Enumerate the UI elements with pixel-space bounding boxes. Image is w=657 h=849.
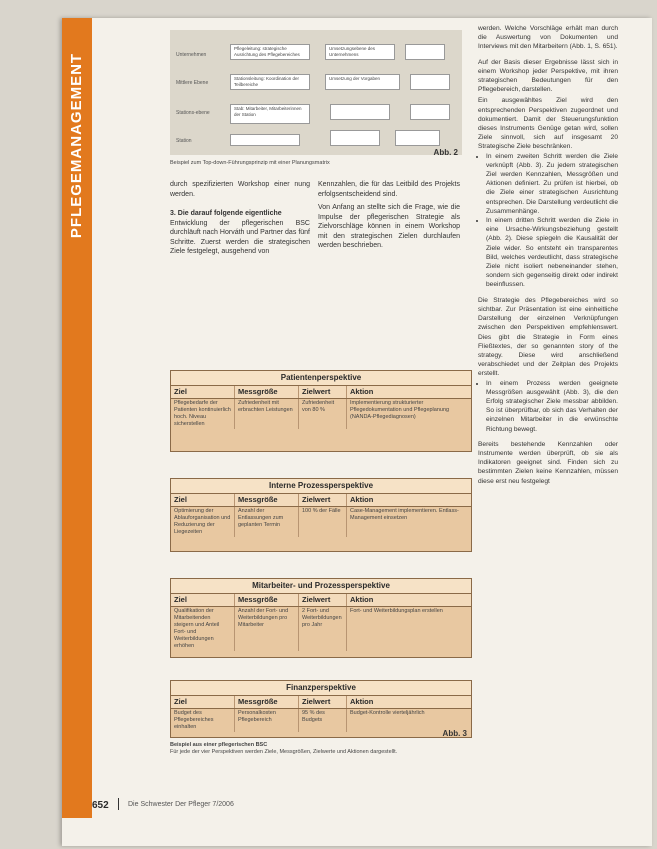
figure-box: Umsetzungsebene des Unternehmens: [325, 44, 395, 60]
paragraph: Kennzahlen, die für das Leitbild des Projekts erfolgsentscheidend sind.: [318, 181, 460, 198]
table-title: Finanzperspektive: [171, 681, 471, 696]
perspective-table: [170, 478, 472, 552]
row-label: Mittlere Ebene: [176, 80, 209, 86]
table-cell: Anzahl der Entlassungen zum geplanten Termin: [235, 507, 299, 537]
figure-box: [395, 130, 440, 146]
text-column-right: [478, 24, 618, 486]
figure-label: Abb. 2: [433, 148, 458, 157]
column-header: Zielwert: [299, 594, 347, 606]
row-label: Unternehmen: [176, 52, 207, 58]
figure-box: [410, 74, 450, 90]
table-caption: [170, 742, 470, 756]
table-cell: Optimierung der Ablauforganisation und Reduzierung der Liegezeiten: [171, 507, 235, 537]
table-cell: 95 % des Budgets: [299, 709, 347, 732]
footer-divider: [118, 798, 119, 810]
column-header: Ziel: [171, 696, 235, 708]
column-header: Zielwert: [299, 696, 347, 708]
section-label: PFLEGEMANAGEMENT: [68, 52, 86, 238]
perspective-table: [170, 680, 472, 738]
paragraph: Von Anfang an stellte sich die Frage, wie die Impulse der pflegerischen Strategie als Zielvorschläge können in einem Workshop mit den strategischen Zielen durchlaufen werden beschrieben.: [318, 204, 460, 249]
paragraph: Die Strategie des Pflegebereiches wird so sichtbar. Zur Präsentation ist eine einheitliche Darstellung der einzelnen Verknüpfungen zwischen den Perspektiven empfehlenswert. Dies gibt die Strategie in Form eines Fließtextes, der so genannten story of the strategy. Diese wird anschließend verabschiedet und der Zeitplan des Projekts erstellt.: [478, 296, 618, 378]
row-label: Station: [176, 138, 192, 144]
paragraph: Bereits bestehende Kennzahlen oder Instrumente werden überprüft, ob sie als Indikatoren geeignet sind. Finden sich zu bestimmten Zielen keine Kennzahlen, müssen diese erst neu festgelegt: [478, 440, 618, 485]
table-cell: Implementierung strukturierter Pflegedokumentation und Pflegeplanung (NANDA-Pflegediagnosen): [350, 400, 450, 420]
table-cell: Fort- und Weiterbildungsplan erstellen: [350, 608, 443, 614]
figure-box: [410, 104, 450, 120]
text-column-left: [170, 180, 310, 257]
table-cell: Qualifikation der Mitarbeitenden steigern und Anteil Fort- und Weiterbildungen erhöhen: [171, 607, 235, 651]
figure-box: [405, 44, 445, 60]
table-title: Mitarbeiter- und Prozessperspektive: [171, 579, 471, 594]
figure-2: [170, 30, 462, 155]
bullet-item: • In einem dritten Schritt werden die Ziele in eine Ursache-Wirkungsbeziehung gestellt (Abb. 2). Diese spiegeln die Kausalität der Ziele wider. So entsteht ein transparentes Bild, welches verdeutlicht, dass strategische Ziele nicht isoliert nebeneinander stehen, sondern sich gegenseitig direkt oder indirekt beeinflussen.: [486, 216, 618, 290]
paragraph: werden. Welche Vorschläge erhält man durch die Auswertung von Dokumenten und Interviews mit den Mitarbeitern (Abb. 1, S. 651).: [478, 25, 618, 51]
table-cell: Zufriedenheit mit erbrachten Leistungen: [235, 399, 299, 429]
footer-source: Die Schwester Der Pfleger 7/2006: [128, 801, 234, 808]
column-header: Aktion: [350, 697, 374, 706]
column-header: Messgröße: [235, 494, 299, 506]
column-header: Zielwert: [299, 386, 347, 398]
column-header: Zielwert: [299, 494, 347, 506]
paragraph: Auf der Basis dieser Ergebnisse lässt sich in einem Workshop jeder Perspektive, mit ihren strategischen Bedeutungen für den Pflegebereich, darstellen.: [478, 58, 618, 94]
figure-box: Stab: Mitarbeiter, Mitarbeiterinnen der Station: [230, 104, 310, 124]
table-cell: Case-Management implementieren. Entlass-Management einsetzen: [350, 508, 459, 521]
table-cell: Zufriedenheit von 80 %: [299, 399, 347, 429]
perspective-table: [170, 578, 472, 658]
table-title: Patientenperspektive: [171, 371, 471, 386]
paragraph: Ein ausgewähltes Ziel wird den entsprechenden Perspektiven zugeordnet und dokumentiert. Damit der Steuerungsfunktion dieses Instruments Genüge getan wird, sollen Ziele sinnvoll, sich auf insgesamt 20 Strategische Ziele beschränken.: [478, 97, 618, 151]
column-header: Ziel: [171, 494, 235, 506]
table-cell: 2 Fort- und Weiterbildungen pro Jahr: [299, 607, 347, 651]
column-header: Aktion: [350, 387, 374, 396]
column-header: Messgröße: [235, 594, 299, 606]
caption-title: Beispiel aus einer pflegerischen BSC: [170, 742, 268, 748]
column-header: Aktion: [350, 495, 374, 504]
table-cell: Personalkosten Pflegebereich: [235, 709, 299, 732]
column-header: Messgröße: [235, 386, 299, 398]
column-header: Aktion: [350, 595, 374, 604]
table-cell: Budget-Kontrolle vierteljährlich: [350, 710, 425, 716]
figure-box: [230, 134, 300, 146]
text-column-middle: [318, 180, 460, 251]
column-header: Ziel: [171, 594, 235, 606]
table-cell: Budget des Pflegebereiches einhalten: [171, 709, 235, 732]
bullet-item: • In einem Prozess werden geeignete Messgrößen ausgewählt (Abb. 3), die den Erfolg strategischer Ziele messbar abbilden. So ist überprüfbar, ob sich das Verhalten der einzelnen Mitarbeiter in die erwünschte Richtung bewegt.: [486, 379, 618, 434]
figure-box: Umsetzung der Vorgaben: [325, 74, 400, 90]
table-cell: Anzahl der Fort- und Weiterbildungen pro Mitarbeiter: [235, 607, 299, 651]
figure-box: Stationsleitung: Koordination der Teilbereiche: [230, 74, 310, 90]
paragraph: Entwicklung der pflegerischen BSC durchläuft nach Horváth und Partner das fünf Schritte. Zuerst werden die strategischen Ziele festgelegt, ausgehend von: [170, 219, 310, 255]
row-label: Stations-ebene: [176, 110, 210, 116]
page-number: 652: [92, 800, 109, 811]
figure-box: [330, 130, 380, 146]
figure-caption: Beispiel zum Top-down-Führungsprinzip mit einer Planungsmatrix: [170, 160, 330, 166]
paragraph-heading: 3. Die darauf folgende eigentliche: [170, 210, 282, 217]
figure-box: Pflegeleitung: strategische Ausrichtung des Pflegebereiches: [230, 44, 310, 60]
perspective-table: [170, 370, 472, 452]
column-header: Messgröße: [235, 696, 299, 708]
figure-box: [330, 104, 390, 120]
bullet-item: • In einem zweiten Schritt werden die Ziele verknüpft (Abb. 3). Zu jedem strategischen Ziel werden Kennzahlen, Messgrößen und Aktionen definiert. Zu prüfen ist hierbei, ob die Ziele einer strategischen Ausrichtung entsprechen. Die Darstellung verdeutlicht die Zusammenhänge.: [486, 152, 618, 216]
table-title: Interne Prozessperspektive: [171, 479, 471, 494]
column-header: Ziel: [171, 386, 235, 398]
figure-label: Abb. 3: [442, 729, 467, 738]
table-cell: 100 % der Fälle: [299, 507, 347, 537]
paragraph: durch spezifizierten Workshop einer nung werden.: [170, 181, 310, 198]
caption-text: Für jede der vier Perspektiven werden Ziele, Messgrößen, Zielwerte und Aktionen dargestellt.: [170, 749, 398, 755]
table-cell: Pflegebedarfe der Patienten kontinuierlich hoch. Niveau sicherstellen: [171, 399, 235, 429]
